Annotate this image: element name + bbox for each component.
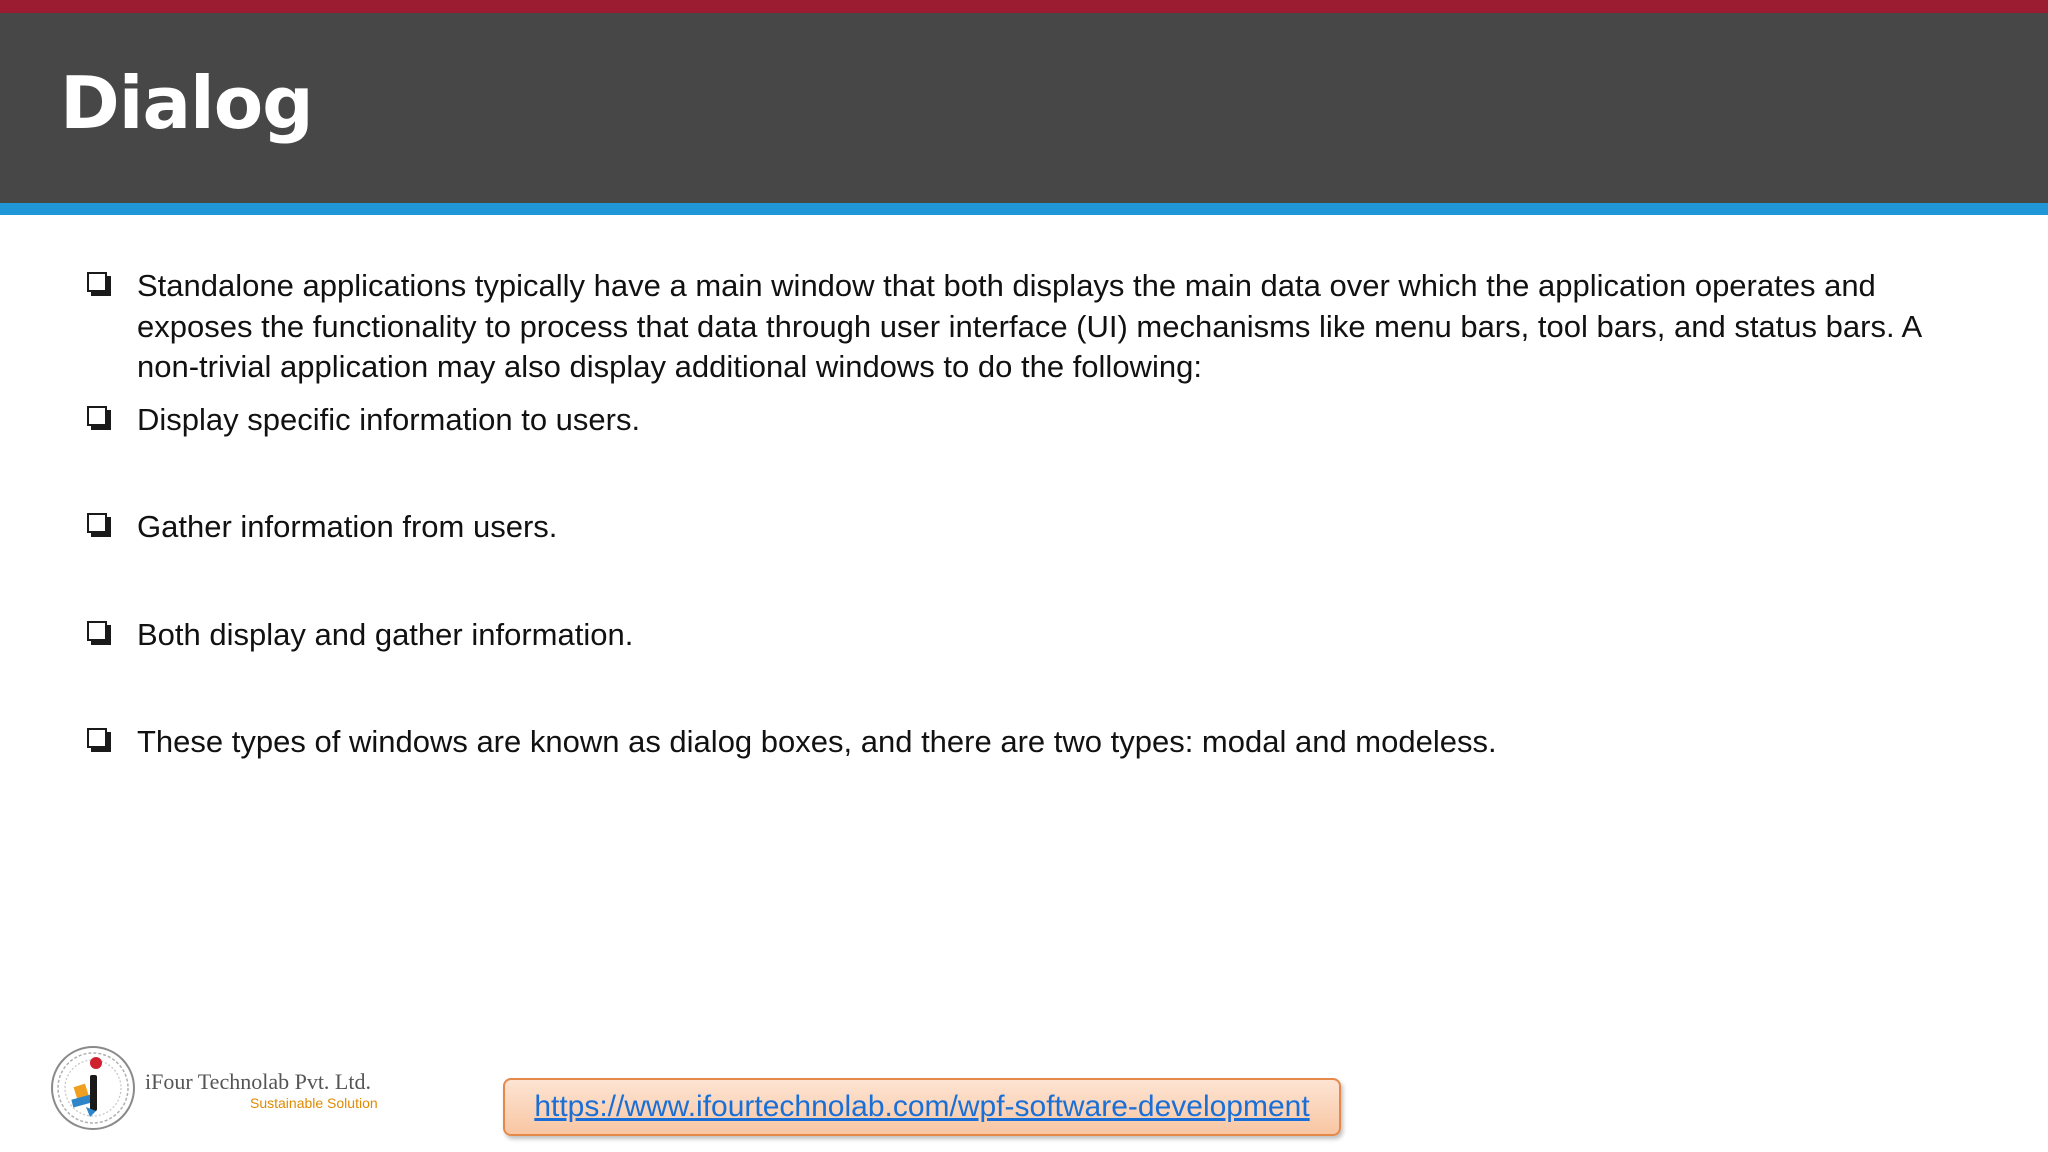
company-logo [50,1045,390,1131]
bullet-item [85,722,1985,763]
bullet-text: Standalone applications typically have a main window that both displays the main data over which the application operates and exposes the functionality to process that data through user interface (UI) mechanisms like menu bars, tool bars, and status bars. A non-trivial application may also display additional windows to do the following: [137,268,1921,384]
checkbox-square-icon [87,406,107,426]
bullet-list [85,266,1985,763]
website-link[interactable]: https://www.ifourtechnolab.com/wpf-software-development [534,1090,1310,1123]
checkbox-square-icon [87,621,107,641]
checkbox-square-icon [87,513,107,533]
checkbox-square-icon [87,272,107,292]
bullet-item [85,615,1985,656]
ifour-logo-icon [50,1045,136,1131]
bullet-item [85,266,1985,388]
bullet-text: Both display and gather information. [137,616,634,652]
website-link-box[interactable] [503,1078,1341,1136]
bullet-text: Gather information from users. [137,509,558,544]
top-accent-bar [0,0,2048,13]
slide-title: Dialog [60,61,313,145]
company-tagline: Sustainable Solution [250,1095,378,1111]
bullet-item [85,507,1985,548]
checkbox-square-icon [87,728,107,748]
title-bar [0,13,2048,203]
company-name: iFour Technolab Pvt. Ltd. [145,1069,371,1094]
title-divider-stripe [0,203,2048,215]
bullet-text: These types of windows are known as dialog boxes, and there are two types: modal and modeless. [137,724,1497,759]
bullet-item [85,400,1985,441]
bullet-text: Display specific information to users. [137,401,641,437]
